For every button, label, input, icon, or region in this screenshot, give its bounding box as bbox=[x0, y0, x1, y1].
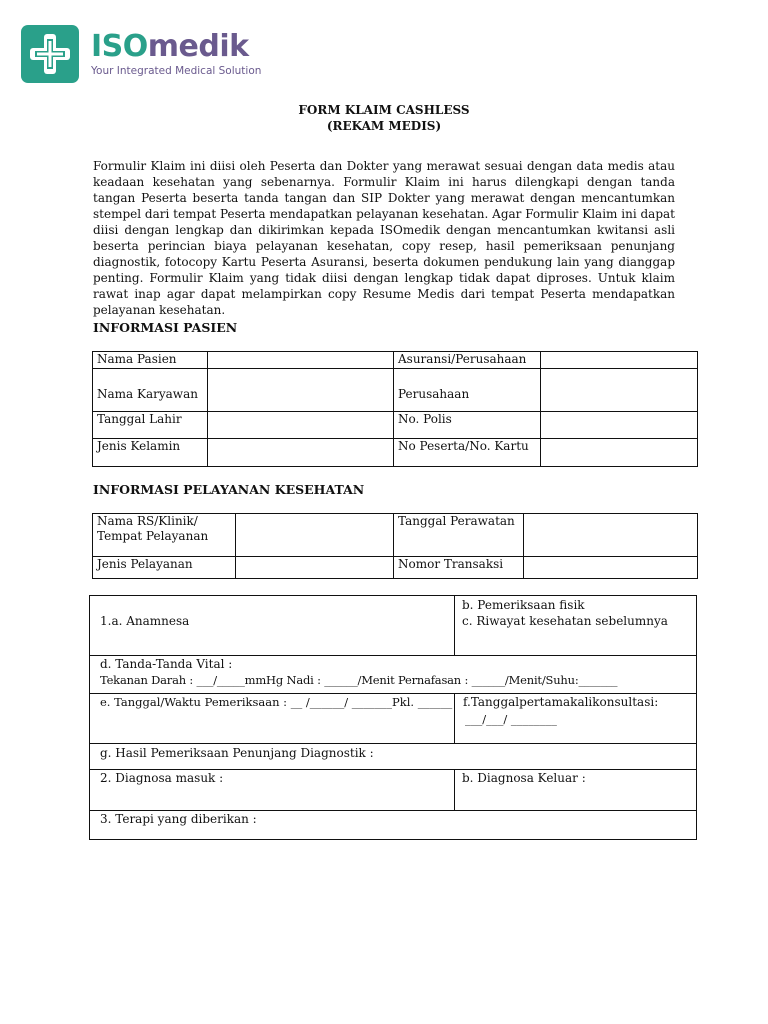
label-nama-pasien: Nama Pasien bbox=[93, 352, 208, 369]
field-no-polis[interactable] bbox=[541, 412, 698, 439]
pemeriksaan-fisik-label: b. Pemeriksaan fisik bbox=[462, 598, 585, 612]
riwayat-kesehatan-label: c. Riwayat kesehatan sebelumnya bbox=[462, 614, 668, 628]
label-no-peserta: No Peserta/No. Kartu bbox=[394, 439, 541, 467]
field-perusahaan[interactable] bbox=[541, 369, 698, 412]
tanggal-pertama-blank: ___/___/ ________ bbox=[465, 712, 557, 726]
vital-signs-line: Tekanan Darah : ___/_____mmHg Nadi : ______/Menit Pernafasan : ______/Menit/Suhu:_______ bbox=[100, 673, 618, 687]
field-nomor-transaksi[interactable] bbox=[524, 557, 698, 579]
field-tanggal-lahir[interactable] bbox=[208, 412, 394, 439]
patient-info-table bbox=[92, 351, 698, 467]
label-tanggal-lahir: Tanggal Lahir bbox=[93, 412, 208, 439]
brand-name: ISOmedik bbox=[91, 29, 249, 64]
intro-paragraph: Formulir Klaim ini diisi oleh Peserta dan Dokter yang merawat sesuai dengan data medis atau keadaan kesehatan yang sebenarnya. Formulir Klaim ini harus dilengkapi dengan tanda tangan Peserta beserta tanda tangan dan SIP Dokter yang merawat dengan mencantumkan stempel dari tempat Peserta mendapatkan pelayanan kesehatan. Agar Formulir Klaim ini dapat diisi dengan lengkap dan dikirimkan kepada ISOmedik dengan mencantumkan kwitansi asli beserta perincian biaya pelayanan kesehatan, copy resep, hasil pemeriksaan penunjang diagnostik, fotocopy Kartu Peserta Asuransi, beserta dokumen pendukung lain yang dianggap penting. Formulir Klaim yang tidak diisi dengan lengkap tidak dapat diproses. Untuk klaim rawat inap agar dapat melampirkan copy Resume Medis dari tempat Peserta mendapatkan pelayanan kesehatan. bbox=[93, 159, 675, 317]
service-info-table bbox=[92, 513, 698, 579]
exam-divider bbox=[90, 743, 696, 744]
tanda-vital-label: d. Tanda-Tanda Vital : bbox=[100, 657, 233, 671]
label-nama-rs: Nama RS/Klinik/ Tempat Pelayanan bbox=[93, 514, 236, 557]
label-jenis-pelayanan: Jenis Pelayanan bbox=[93, 557, 236, 579]
label-nama-karyawan: Nama Karyawan bbox=[93, 369, 208, 412]
label-asuransi: Asuransi/Perusahaan bbox=[394, 352, 541, 369]
service-section-heading: INFORMASI PELAYANAN KESEHATAN bbox=[93, 482, 365, 497]
field-jenis-kelamin[interactable] bbox=[208, 439, 394, 467]
field-tanggal-perawatan[interactable] bbox=[524, 514, 698, 557]
label-jenis-kelamin: Jenis Kelamin bbox=[93, 439, 208, 467]
brand-tagline: Your Integrated Medical Solution bbox=[91, 65, 262, 77]
patient-section-heading: INFORMASI PASIEN bbox=[93, 320, 238, 335]
field-nama-rs[interactable] bbox=[236, 514, 394, 557]
label-no-polis: No. Polis bbox=[394, 412, 541, 439]
field-asuransi[interactable] bbox=[541, 352, 698, 369]
isomedik-logo bbox=[21, 25, 261, 83]
medical-exam-box bbox=[89, 595, 697, 840]
hasil-penunjang-label: g. Hasil Pemeriksaan Penunjang Diagnostik : bbox=[100, 746, 374, 760]
label-perusahaan: Perusahaan bbox=[394, 369, 541, 412]
exam-column-divider bbox=[454, 693, 455, 743]
field-jenis-pelayanan[interactable] bbox=[236, 557, 394, 579]
medical-cross-icon bbox=[21, 25, 79, 83]
anamnesa-label: 1.a. Anamnesa bbox=[100, 614, 190, 628]
tanggal-pertama-label: f.Tanggalpertamakalikonsultasi: bbox=[463, 695, 659, 709]
field-nama-karyawan[interactable] bbox=[208, 369, 394, 412]
label-tanggal-perawatan: Tanggal Perawatan bbox=[394, 514, 524, 557]
field-nama-pasien[interactable] bbox=[208, 352, 394, 369]
terapi-label: 3. Terapi yang diberikan : bbox=[100, 812, 257, 826]
form-title: FORM KLAIM CASHLESS bbox=[298, 103, 470, 117]
label-nomor-transaksi: Nomor Transaksi bbox=[394, 557, 524, 579]
exam-column-divider bbox=[454, 769, 455, 810]
diagnosa-masuk-label: 2. Diagnosa masuk : bbox=[100, 771, 224, 785]
field-no-peserta[interactable] bbox=[541, 439, 698, 467]
tanggal-waktu-label: e. Tanggal/Waktu Pemeriksaan : __ /______/ _______Pkl. ______ bbox=[100, 695, 453, 709]
form-subtitle: (REKAM MEDIS) bbox=[326, 119, 442, 133]
diagnosa-keluar-label: b. Diagnosa Keluar : bbox=[462, 771, 586, 785]
exam-column-divider bbox=[454, 596, 455, 655]
